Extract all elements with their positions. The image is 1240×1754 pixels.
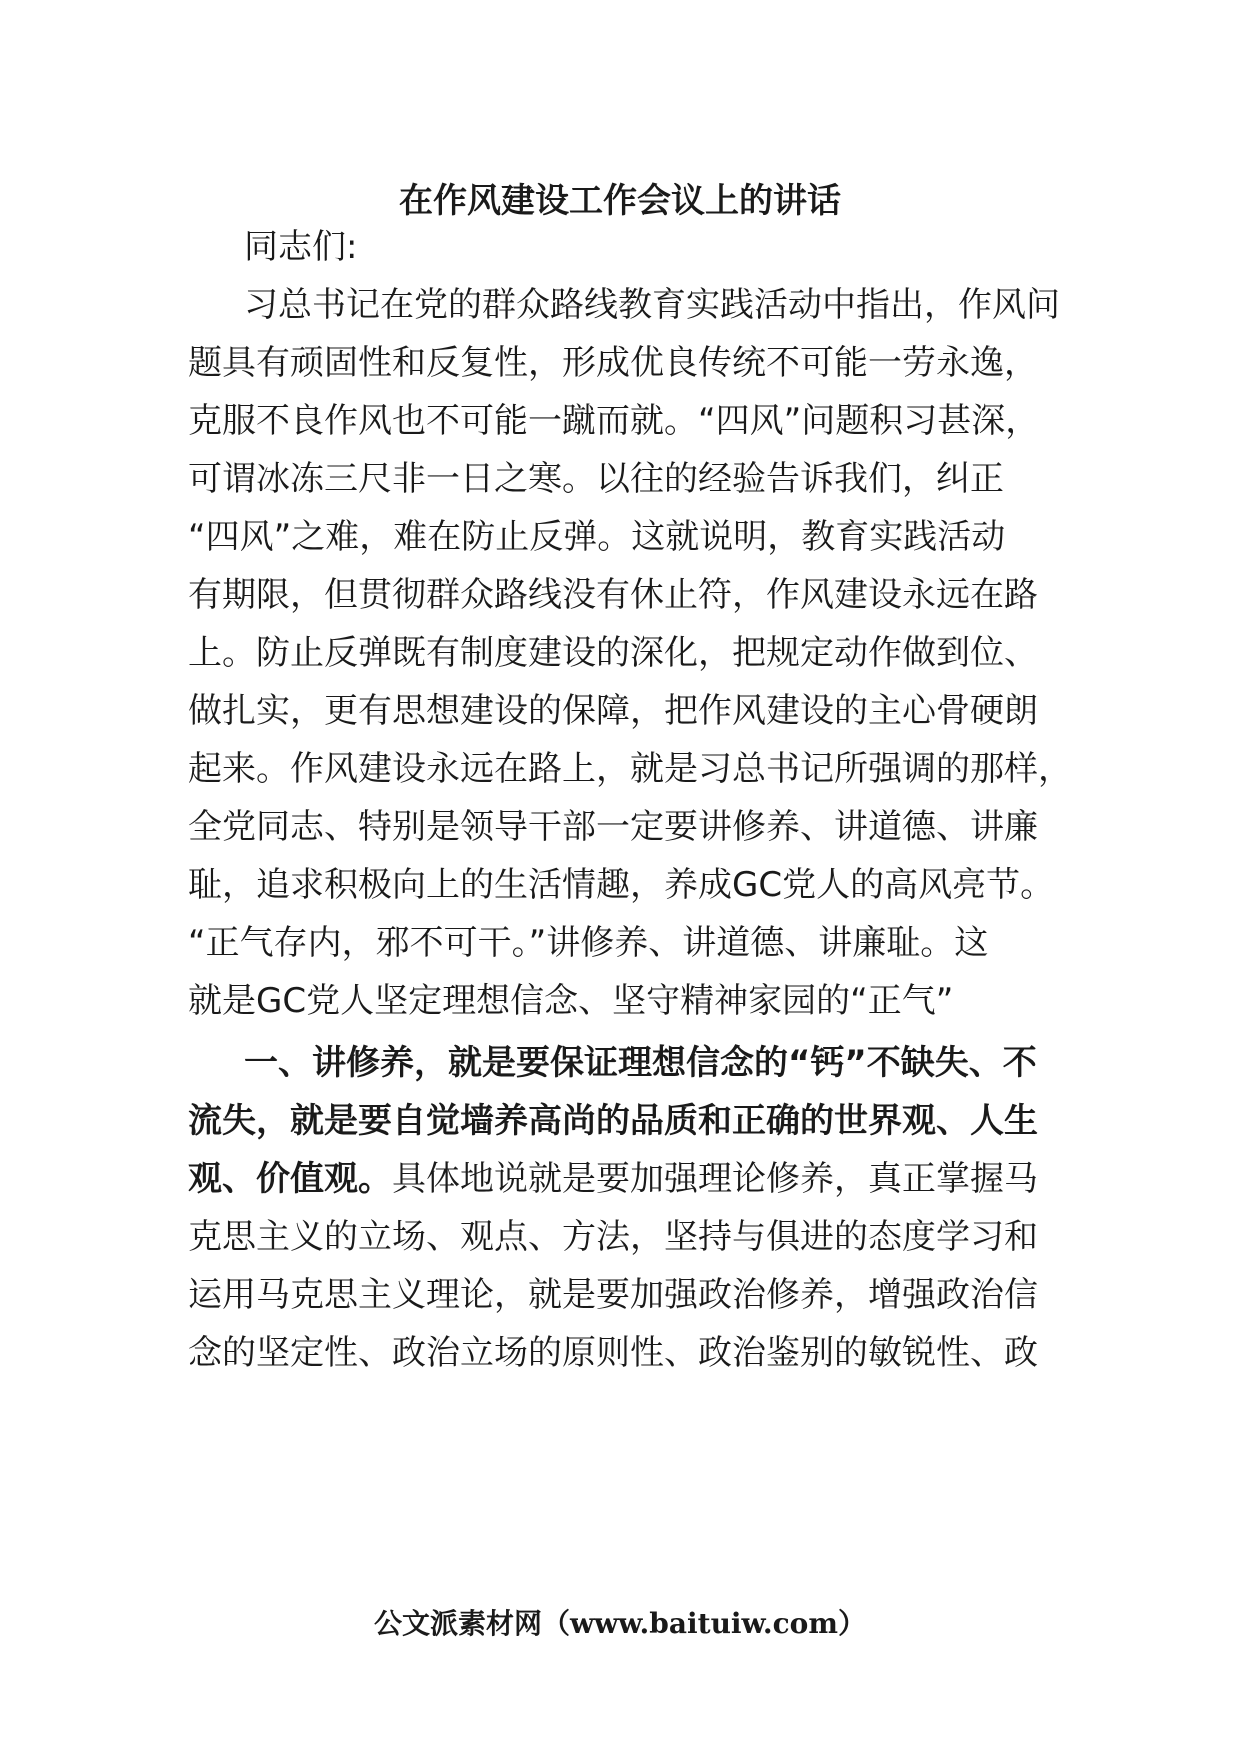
section-mixed-line [188, 1154, 1038, 1204]
paragraph-line: 克服不良作风也不可能一蹴而就。“四风”问题积习甚深， [188, 401, 1040, 441]
paragraph-line: 运用马克思主义理论，就是要加强政治修养，增强政治信 [188, 1275, 1038, 1315]
paragraph-line: 克思主义的立场、观点、方法，坚持与俱进的态度学习和 [188, 1217, 1038, 1257]
footer-source: 公文派素材网（www.baituiw.com） [374, 1607, 866, 1640]
section-heading-line: 流失，就是要自觉墙养高尚的品质和正确的世界观、人生 [188, 1101, 1038, 1141]
paragraph-line: 可谓冰冻三尺非一日之寒。以往的经验告诉我们，纠正 [188, 459, 1004, 499]
paragraph-line: “四风”之难，难在防止反弹。这就说明，教育实践活动 [188, 517, 1006, 557]
paragraph-line: 习总书记在党的群众路线教育实践活动中指出，作风问 [244, 285, 1060, 325]
paragraph-line: 全党同志、特别是领导干部一定要讲修养、讲道德、讲廉 [188, 807, 1038, 847]
paragraph-line: 起来。作风建设永远在路上，就是习总书记所强调的那样， [188, 749, 1072, 789]
paragraph-line: 题具有顽固性和反复性，形成优良传统不可能一劳永逸， [188, 343, 1038, 383]
section-body-start: 具体地说就是要加强理论修养，真正掌握马 [392, 1159, 1038, 1199]
paragraph-line: 上。防止反弹既有制度建设的深化，把规定动作做到位、 [188, 633, 1038, 673]
paragraph-line: 念的坚定性、政治立场的原则性、政治鉴别的敏锐性、政 [188, 1333, 1038, 1373]
document-title: 在作风建设工作会议上的讲话 [399, 181, 841, 221]
salutation: 同志们: [244, 227, 358, 267]
paragraph-line: 做扎实，更有思想建设的保障，把作风建设的主心骨硬朗 [188, 691, 1038, 731]
paragraph-line: 有期限，但贯彻群众路线没有休止符，作风建设永远在路 [188, 575, 1038, 615]
section-heading-tail: 观、价值观。 [188, 1159, 392, 1199]
paragraph-line: “正气存内，邪不可干。”讲修养、讲道德、讲廉耻。这 [188, 923, 989, 963]
paragraph-line: 就是GC党人坚定理想信念、坚守精神家园的“正气” [188, 981, 954, 1021]
section-heading-line: 一、讲修养，就是要保证理想信念的“钙”不缺失、不 [244, 1043, 1037, 1083]
paragraph-line: 耻，追求积极向上的生活情趣，养成GC党人的高风亮节。 [188, 865, 1055, 905]
